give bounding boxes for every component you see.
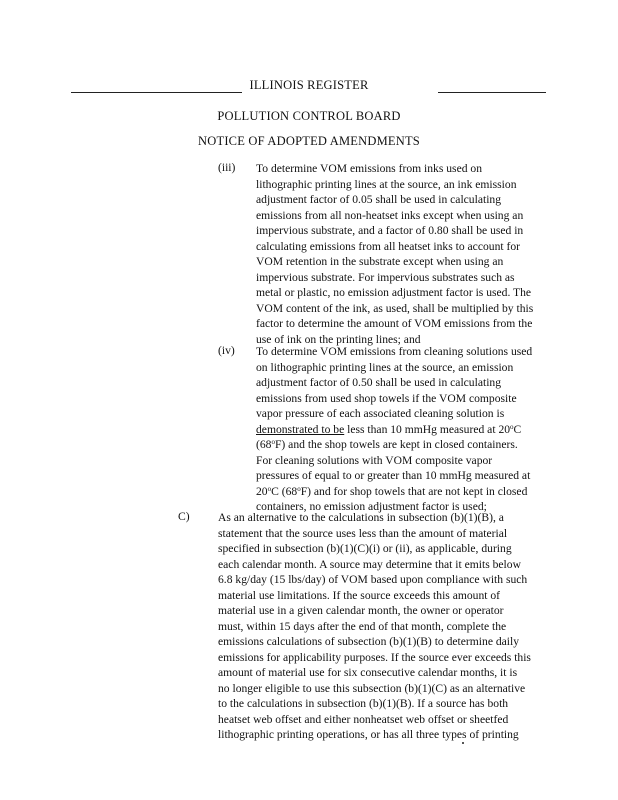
text-line: calculating emissions from all heatset inks to account for [256, 239, 521, 253]
text-line: For cleaning solutions with VOM composite vapor [256, 453, 493, 467]
degree-sign: o [510, 422, 514, 431]
text-line: VOM retention in the substrate except when using an [256, 255, 504, 268]
degree-sign: o [267, 484, 272, 493]
underlined-insertion: demonstrated to be [256, 422, 345, 436]
degree-sign: o [271, 438, 275, 446]
text-line: heatset web offset and either nonheatset web offset or sheetfed [218, 712, 509, 726]
scan-speck [462, 742, 464, 744]
item-iv-text [256, 344, 532, 515]
item-iii-text [256, 161, 533, 347]
text-line: material use in a given calendar month, the owner or operator [218, 604, 504, 617]
item-c-label: C) [178, 510, 190, 523]
text-fragment: (68 [256, 438, 272, 451]
text-line: use of ink on the printing lines; and [256, 332, 421, 346]
item-iii-label: (iii) [218, 161, 236, 174]
text-line: material use limitations. If the source exceeds this amount of [218, 588, 501, 602]
text-line: VOM content of the ink, as used, shall be multiplied by this [256, 301, 534, 315]
text-line: metal or plastic, no emission adjustment factor is used. The [256, 286, 532, 299]
board-title: POLLUTION CONTROL BOARD [217, 109, 401, 123]
text-line: adjustment factor of 0.05 shall be used in calculating [256, 193, 502, 206]
text-fragment: 20 [256, 484, 268, 498]
text-line: no longer eligible to use this subsection (b)(1)(C) as an alternative [218, 681, 526, 695]
text-line: emissions for applicability purposes. If the source ever exceeds this [218, 650, 531, 664]
text-line: specified in subsection (b)(1)(C)(i) or (ii), as applicable, during [218, 542, 512, 555]
text-line: emissions from all non-heatset inks except when using an [256, 208, 524, 222]
text-line: on lithographic printing lines at the source, an emission [256, 360, 514, 374]
text-line: to the calculations in subsection (b)(1)(B). If a source has both [218, 697, 509, 710]
text-line [256, 484, 532, 500]
text-line: amount of material use for six consecutive calendar months, it is [218, 666, 518, 679]
text-line: As an alternative to the calculations in subsection (b)(1)(B), a [218, 511, 504, 524]
text-fragment: C (68 [271, 484, 298, 498]
text-fragment: C [513, 422, 522, 436]
degree-sign: o [297, 484, 301, 493]
text-line: each calendar month. A source may determine that it emits below [218, 557, 521, 571]
item-iv-label: (iv) [218, 344, 235, 357]
text-line [256, 422, 532, 438]
register-title: ILLINOIS REGISTER [249, 78, 369, 92]
text-line: lithographic printing lines at the source, an ink emission [256, 177, 517, 191]
text-line: 6.8 kg/day (15 lbs/day) of VOM based upon compliance with such [218, 573, 528, 586]
text-line: must, within 15 days after the end of that month, complete the [218, 619, 507, 633]
text-line: emissions from used shop towels if the VOM composite [256, 391, 517, 405]
text-line: vapor pressure of each associated cleaning solution is [256, 407, 505, 420]
text-line: statement that the source uses less than the amount of material [218, 526, 508, 540]
text-fragment: less than 10 mmHg measured at 20 [344, 422, 511, 436]
text-line: lithographic printing operations, or has all three types of printing [218, 728, 519, 741]
item-c-text [218, 510, 531, 743]
text-line: To determine VOM emissions from cleaning solutions used [256, 345, 533, 358]
text-line: emissions calculations of subsection (b)(1)(B) to determine daily [218, 635, 520, 648]
text-line: impervious substrate. For impervious substrates such as [256, 270, 515, 284]
text-fragment: F) and the shop towels are kept in closed containers. [274, 438, 518, 451]
text-line: adjustment factor of 0.50 shall be used in calculating [256, 376, 502, 389]
text-line: pressures of equal to or greater than 10 mmHg measured at [256, 469, 531, 482]
notice-title: NOTICE OF ADOPTED AMENDMENTS [198, 134, 420, 148]
text-line: impervious substrate, and a factor of 0.80 shall be used in [256, 224, 524, 237]
text-line [256, 437, 532, 453]
text-fragment: F) and for shop towels that are not kept in closed [300, 484, 528, 498]
text-line: factor to determine the amount of VOM emissions from the [256, 317, 533, 330]
text-line: containers, no emission adjustment factor is used; [256, 500, 487, 513]
text-line: To determine VOM emissions from inks used on [256, 162, 482, 175]
